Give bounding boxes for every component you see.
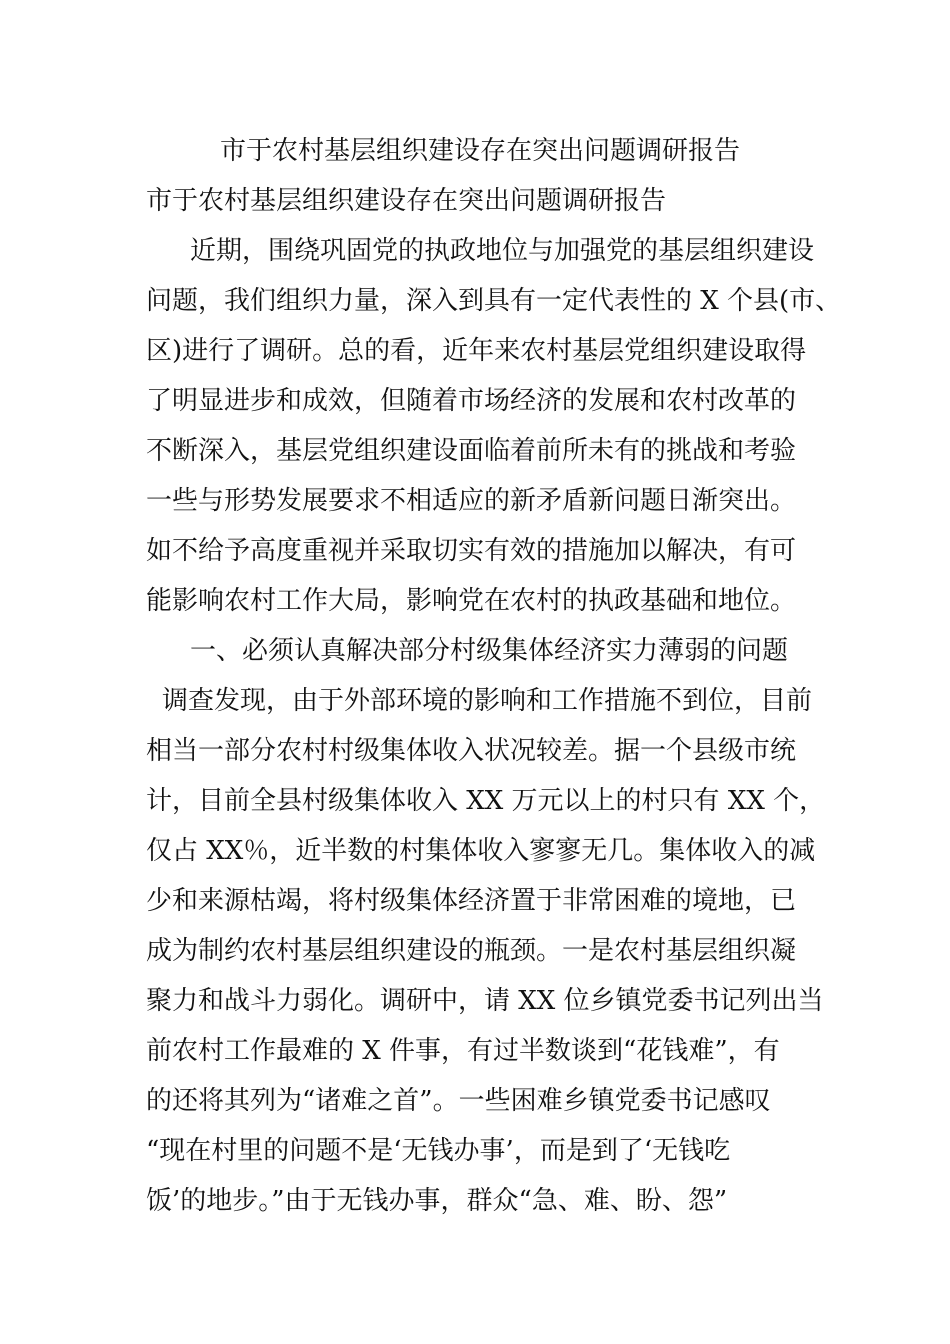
section-heading: 一、必须认真解决部分村级集体经济实力薄弱的问题	[190, 636, 789, 666]
body-line: 仅占 XX％，近半数的村集体收入寥寥无几。集体收入的减	[146, 836, 816, 866]
body-line: 的还将其列为“诸难之首”。一些困难乡镇党委书记感叹	[146, 1086, 771, 1116]
body-line: 饭’的地步。”由于无钱办事，群众“急、难、盼、怨”	[146, 1186, 728, 1216]
document-subtitle: 市于农村基层组织建设存在突出问题调研报告	[146, 186, 667, 216]
document-title: 市于农村基层组织建设存在突出问题调研报告	[220, 136, 741, 166]
body-line: 问题，我们组织力量，深入到具有一定代表性的 X 个县(市、	[146, 286, 842, 316]
body-line: 成为制约农村基层组织建设的瓶颈。一是农村基层组织凝	[146, 936, 797, 966]
body-line: 前农村工作最难的 X 件事，有过半数谈到“花钱难”，有	[146, 1036, 780, 1066]
body-line: 少和来源枯竭，将村级集体经济置于非常困难的境地，已	[146, 886, 797, 916]
body-line: 了明显进步和成效，但随着市场经济的发展和农村改革的	[146, 386, 797, 416]
body-line: 相当一部分农村村级集体收入状况较差。据一个县级市统	[146, 736, 797, 766]
body-line: 一些与形势发展要求不相适应的新矛盾新问题日渐突出。	[146, 486, 797, 516]
body-line: 区)进行了调研。总的看，近年来农村基层党组织建设取得	[146, 336, 807, 366]
body-line: 能影响农村工作大局，影响党在农村的执政基础和地位。	[146, 586, 797, 616]
body-line: 近期，围绕巩固党的执政地位与加强党的基层组织建设	[190, 236, 815, 266]
body-line: 计，目前全县村级集体收入 XX 万元以上的村只有 XX 个，	[146, 786, 826, 816]
body-line: “现在村里的问题不是‘无钱办事’，而是到了‘无钱吃	[146, 1136, 731, 1166]
body-line: 如不给予高度重视并采取切实有效的措施加以解决，有可	[146, 536, 797, 566]
body-line: 调查发现，由于外部环境的影响和工作措施不到位，目前	[162, 686, 813, 716]
body-line: 聚力和战斗力弱化。调研中，请 XX 位乡镇党委书记列出当	[146, 986, 824, 1016]
body-line: 不断深入，基层党组织建设面临着前所未有的挑战和考验	[146, 436, 797, 466]
